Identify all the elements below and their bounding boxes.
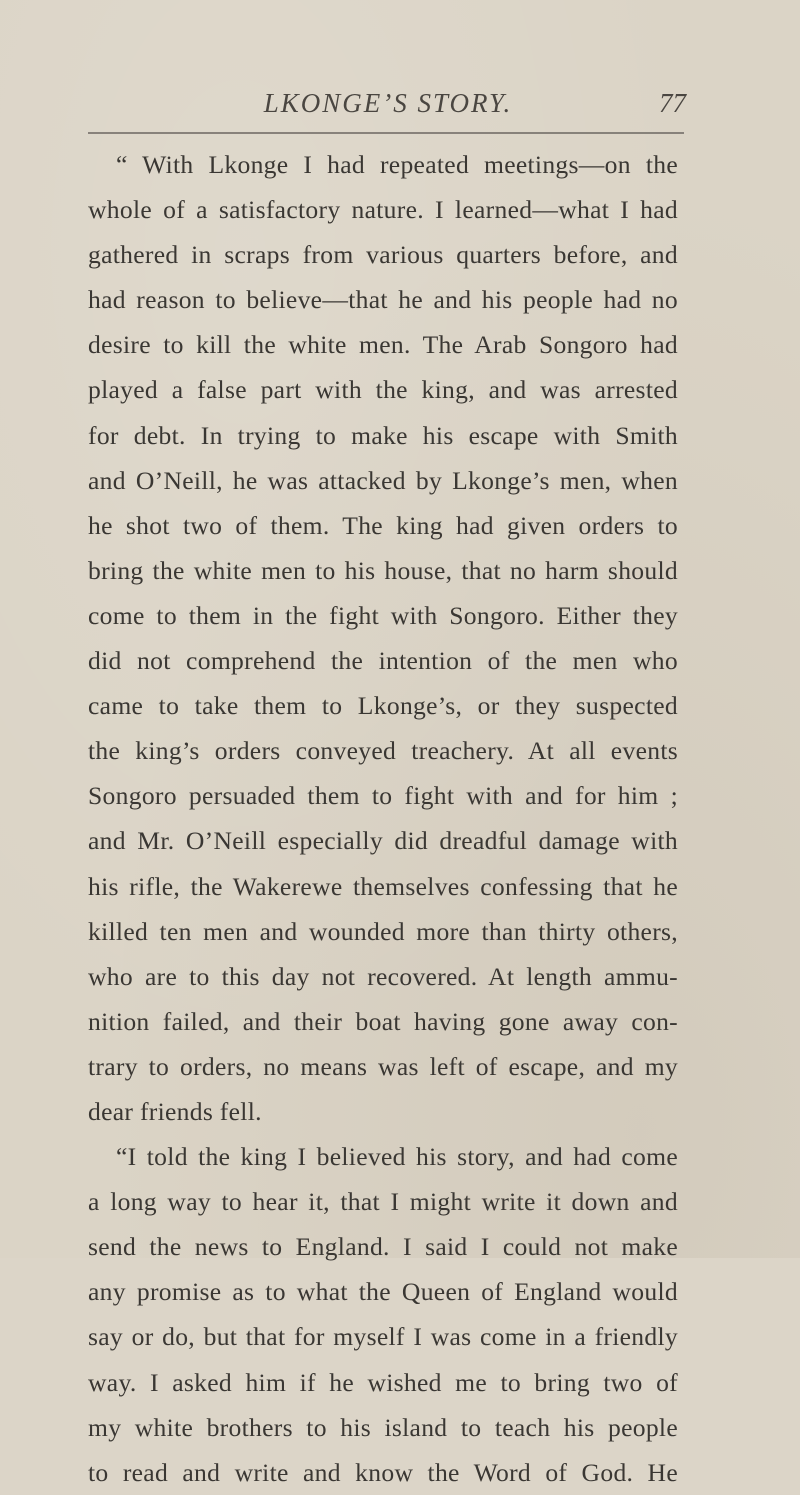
text-line: had reason to believe—that he and his people had no [88,285,678,315]
text-line: and Mr. O’Neill especially did dreadful damage with [88,826,678,856]
page-number: 77 [659,88,686,118]
text-line: a long way to hear it, that I might write it down and [88,1187,678,1217]
text-line: way. I asked him if he wished me to bring two of [88,1367,678,1397]
text-line: Songoro persuaded them to fight with and for him ; [88,781,678,811]
text-line: the king’s orders conveyed treachery. At all events [88,736,678,766]
text-line: nition failed, and their boat having gone away con- [88,1006,678,1036]
text-line: played a false part with the king, and was arrested [88,375,678,405]
text-line: “ With Lkonge I had repeated meetings—on the [116,150,678,179]
text-line: for debt. In trying to make his escape with Smith [88,420,678,450]
text-line: he shot two of them. The king had given orders to [88,510,678,540]
page-header [88,88,688,132]
text-line: his rifle, the Wakerewe themselves confessing that he [88,871,678,901]
text-line: did not comprehend the intention of the men who [88,646,678,676]
text-line: who are to this day not recovered. At length ammu- [88,961,678,991]
text-line: dear friends fell. [88,1096,262,1126]
text-line: my white brothers to his island to teach his people [88,1412,678,1442]
text-line: trary to orders, no means was left of escape, and my [88,1051,678,1081]
text-line: gathered in scraps from various quarters before, and [88,240,678,270]
text-line: say or do, but that for myself I was come in a friendly [88,1322,678,1352]
text-line: send the news to England. I said I could not make [88,1232,678,1262]
text-line: come to them in the fight with Songoro. Either they [88,600,678,630]
running-title: LKONGE’S STORY. [263,88,513,118]
text-line: whole of a satisfactory nature. I learned—what I had [88,195,678,225]
text-line: bring the white men to his house, that no harm should [88,555,678,585]
text-line: and O’Neill, he was attacked by Lkonge’s men, when [88,465,678,495]
text-line: any promise as to what the Queen of England would [88,1277,678,1307]
text-line: killed ten men and wounded more than thirty others, [88,916,678,946]
text-line: to read and write and know the Word of God. He [88,1457,678,1487]
header-rule [88,132,684,134]
body-text [88,142,678,1495]
text-line: came to take them to Lkonge’s, or they suspected [88,691,678,721]
text-line: “I told the king I believed his story, and had come [116,1142,678,1172]
text-line: desire to kill the white men. The Arab Songoro had [88,330,678,360]
